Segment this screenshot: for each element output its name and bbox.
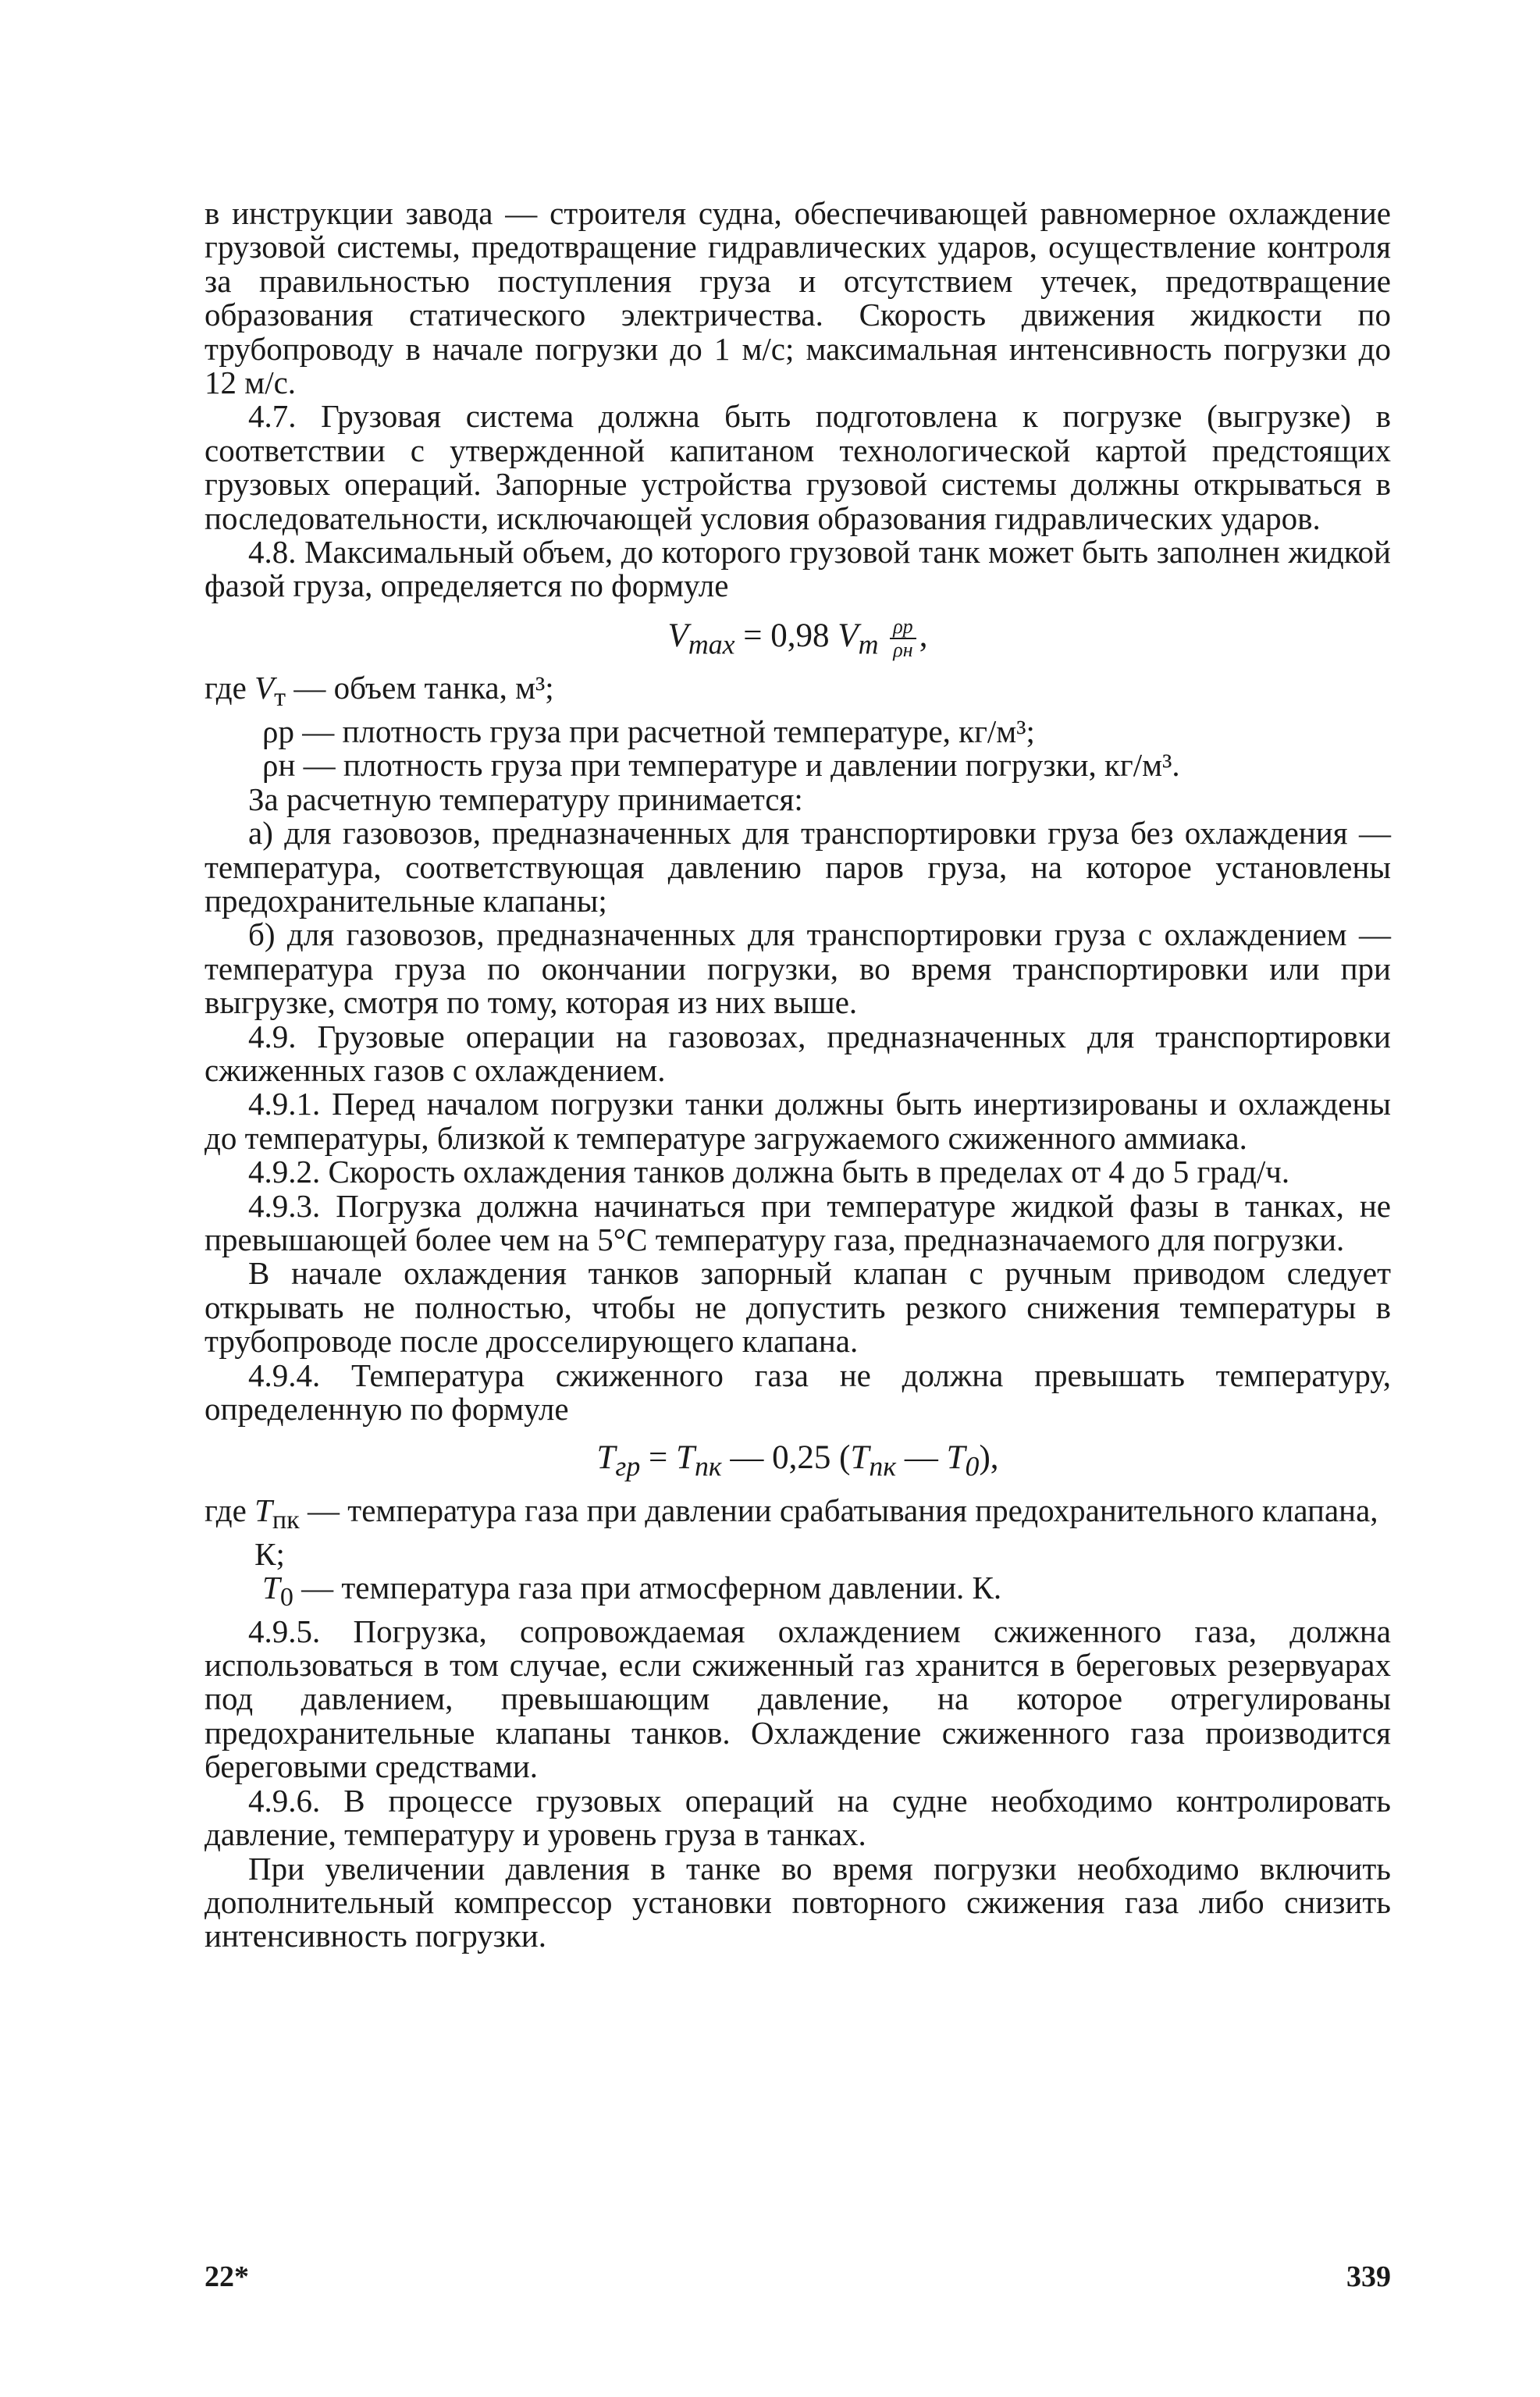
paragraph-4-9-3: 4.9.3. Погрузка должна начинаться при температуре жидкой фазы в танках, не превышающей более чем на 5°С температуру газа, предназначаемого для погрузки. xyxy=(205,1187,1391,1258)
page-footer xyxy=(205,2260,1391,2299)
definition-vt: где $V_т$ — объем танка, м³; xyxy=(205,670,554,713)
list-item-a: а) для газовозов, предназначенных для транспортировки груза без охлаждения — температура, соответствующая давлению паров груза, на которое установлены предохранительные клапаны; xyxy=(205,815,1391,919)
paragraph: В начале охлаждения танков запорный клапан с ручным приводом следует открывать не полностью, чтобы не допустить резкого снижения температуры в трубопроводе после дросселирующего клапана. xyxy=(205,1255,1391,1360)
paragraph-4-9-2: 4.9.2. Скорость охлаждения танков должна быть в пределах от 4 до 5 град/ч. xyxy=(248,1154,1290,1190)
paragraph-4-9: 4.9. Грузовые операции на газовозах, предназначенных для транспортировки сжиженных газов с охлаждением. xyxy=(205,1018,1391,1088)
list-item-b: б) для газовозов, предназначенных для транспортировки груза с охлаждением — температура груза по окончании погрузки, во время транспортировки или при выгрузке, смотря по тому, которая из них выше. xyxy=(205,916,1391,1021)
definition-rho-n: ρн — плотность груза при температуре и давлении погрузки, кг/м³. xyxy=(262,747,1180,784)
body-text xyxy=(205,197,1391,1954)
signature-mark: 22* xyxy=(205,2260,249,2293)
paragraph-4-8: 4.8. Максимальный объем, до которого грузовой танк может быть заполнен жидкой фазой груза, определяется по формуле xyxy=(205,534,1391,604)
paragraph: При увеличении давления в танке во время погрузки необходимо включить дополнительный компрессор установки повторного сжижения газа либо снизить интенсивность погрузки. xyxy=(205,1850,1391,1954)
paragraph: в инструкции завода — строителя судна, обеспечивающей равномерное охлаждение грузовой системы, предотвращение гидравлических ударов, осуществление контроля за правильностью поступления груза и отсутствием утечек, предотвращение образования статического электричества. Скорость движения жидкости по трубопроводу в начале погрузки до 1 м/с; максимальная интенсивность погрузки до 12 м/с. xyxy=(205,195,1391,401)
definition-tpk: где $T_{пк}$ — температура газа при давлении срабатывания предохранительного клапана, К; xyxy=(205,1492,1378,1572)
formula-vmax: $V_{max} = 0,98$ $V_т$ $\frac{\rho р}{\rho н}$ , xyxy=(667,614,928,661)
page-number: 339 xyxy=(1346,2260,1391,2293)
paragraph: За расчетную температуру принимается: xyxy=(248,781,803,817)
paragraph-4-9-6: 4.9.6. В процессе грузовых операций на судне необходимо контролировать давление, температуру и уровень груза в танках. xyxy=(205,1782,1391,1853)
paragraph-4-9-1: 4.9.1. Перед началом погрузки танки должны быть инертизированы и охлаждены до температуры, близкой к температуре загружаемого сжиженного аммиака. xyxy=(205,1086,1391,1156)
formula-tgr: $T_{гр} = T_{пк}$ — 0,25 ($T_{пк}$ — $T_0$), xyxy=(596,1439,999,1483)
paragraph-4-7: 4.7. Грузовая система должна быть подготовлена к погрузке (выгрузке) в соответствии с утвержденной капитаном технологической картой предстоящих грузовых операций. Запорные устройства грузовой системы должны открываться в последовательности, исключающей условия образования гидравлических ударов. xyxy=(205,398,1391,536)
density-fraction: $\frac{\rho р}{\rho н}$ xyxy=(890,616,916,661)
definition-t0: $T_0$ — температура газа при атмосферном давлении. К. xyxy=(262,1570,1002,1613)
paragraph-4-9-5: 4.9.5. Погрузка, сопровождаемая охлаждением сжиженного газа, должна использоваться в том случае, если сжиженный газ хранится в береговых резервуарах под давлением, превышающим давление, на которое отрегулированы предохранительные клапаны танков. Охлаждение сжиженного газа производится береговыми средствами. xyxy=(205,1613,1391,1785)
paragraph-4-9-4: 4.9.4. Температура сжиженного газа не должна превышать температуру, определенную по формуле xyxy=(205,1357,1391,1428)
definition-rho-r: ρр — плотность груза при расчетной температуре, кг/м³; xyxy=(262,713,1035,749)
